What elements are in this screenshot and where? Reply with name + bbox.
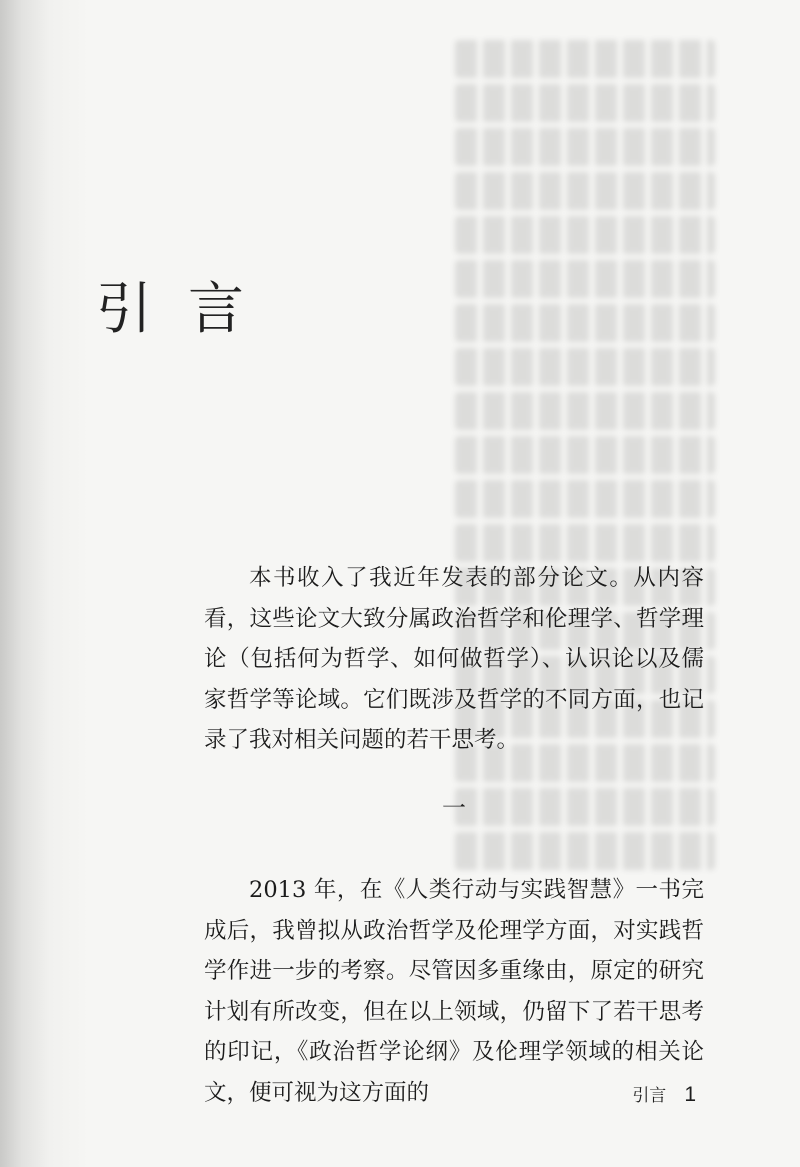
section-paragraph: [204, 870, 704, 1113]
page-number: 1: [684, 1083, 696, 1106]
section-number: 一: [442, 794, 466, 822]
paragraph-text: 本书收入了我近年发表的部分论文。从内容看，这些论文大致分属政治哲学和伦理学、哲学理论（包括何为哲学、如何做哲学）、认识论以及儒家哲学等论域。它们既涉及哲学的不同方面，也记录了我对相关问题的若干思考。: [204, 565, 704, 753]
chapter-title: 引言: [96, 276, 280, 342]
paragraph-text: 2013 年，在《人类行动与实践智慧》一书完成后，我曾拟从政治哲学及伦理学方面，对实践哲学作进一步的考察。尽管因多重缘由，原定的研究计划有所改变，但在以上领域，仍留下了若干思考的印记，《政治哲学论纲》及伦理学领域的相关论文，便可视为这方面的: [204, 877, 704, 1106]
running-footer: [632, 1080, 696, 1111]
intro-paragraph: [204, 558, 704, 761]
running-title: 引言: [632, 1086, 667, 1105]
